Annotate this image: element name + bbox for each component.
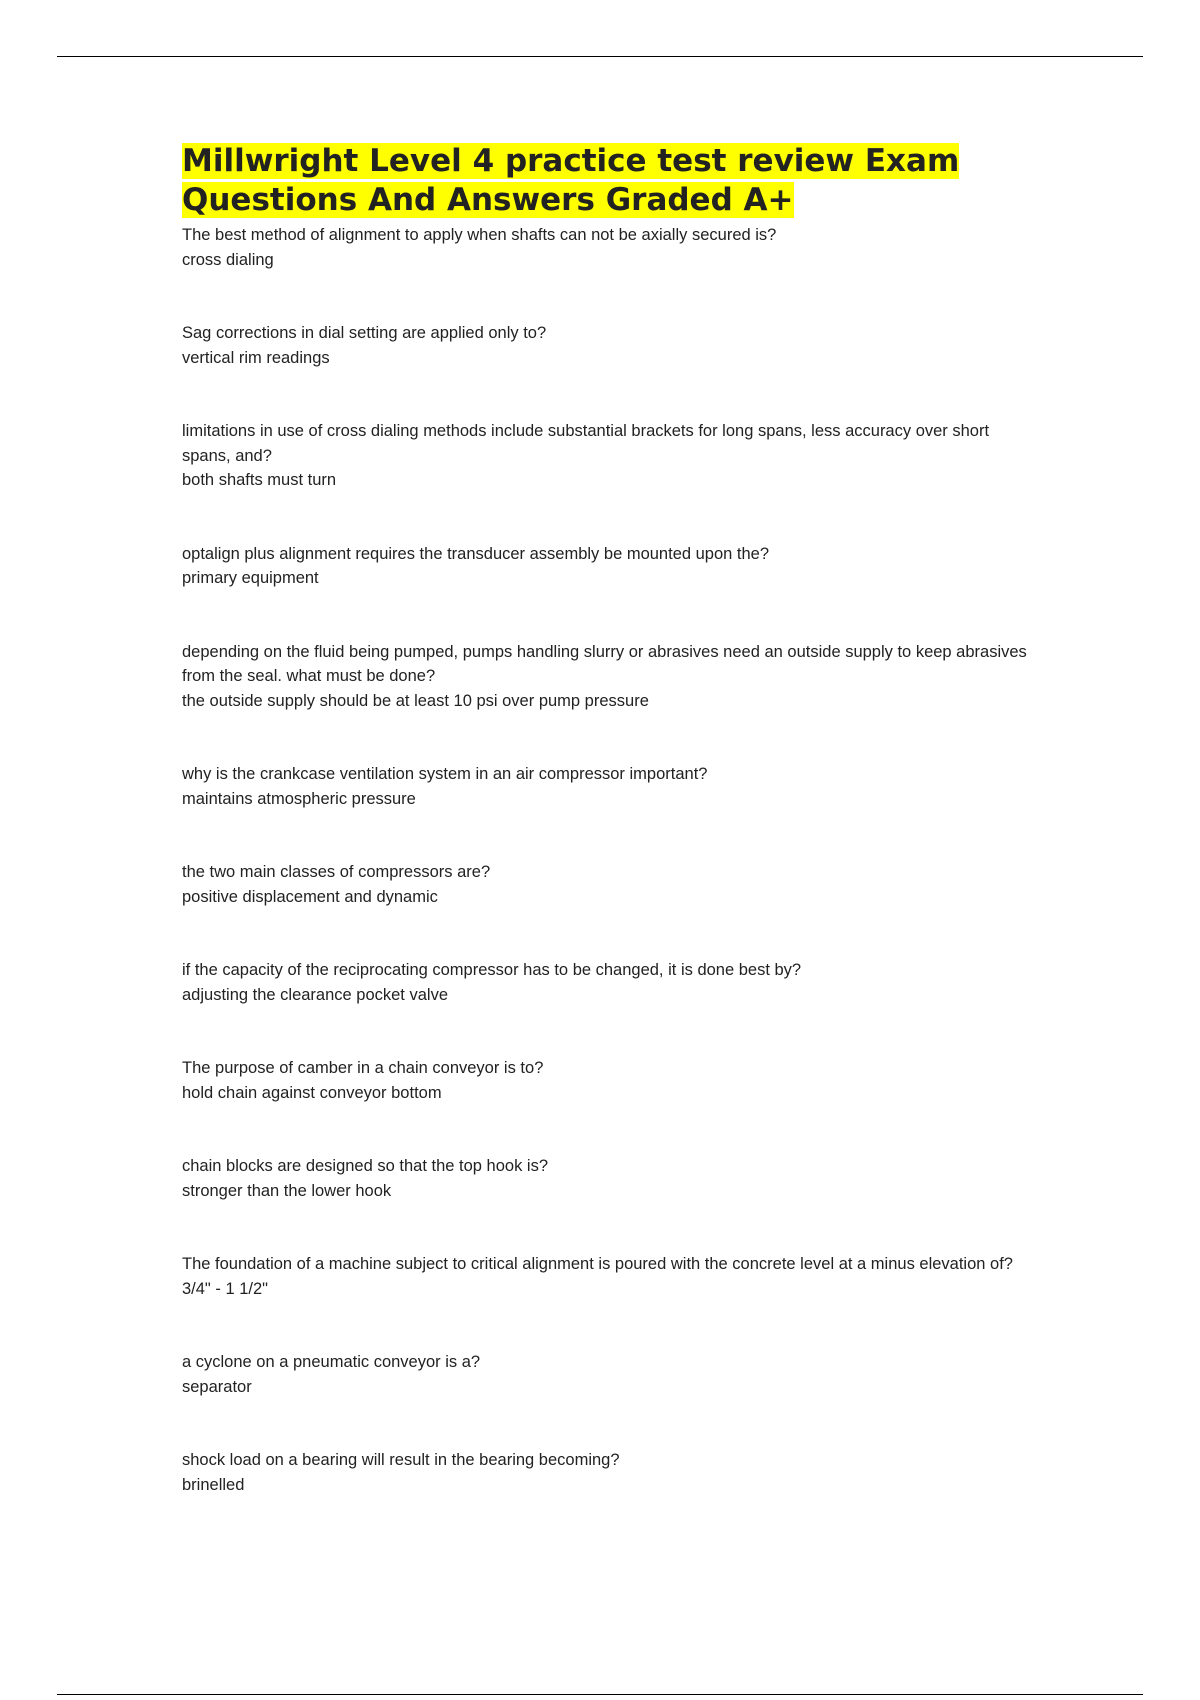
- header-rule: [57, 56, 1143, 57]
- question-text: limitations in use of cross dialing methods include substantial brackets for long spans, less accuracy over short spans, and?: [182, 422, 990, 465]
- qa-item: [182, 419, 1032, 493]
- qa-item: [182, 1448, 1032, 1497]
- question-text: The best method of alignment to apply when shafts can not be axially secured is?: [182, 226, 777, 244]
- document-title: [182, 142, 1032, 220]
- answer-text: both shafts must turn: [182, 471, 337, 489]
- question-text: if the capacity of the reciprocating compressor has to be changed, it is done best by?: [182, 961, 802, 979]
- answer-text: positive displacement and dynamic: [182, 887, 438, 906]
- qa-item: [182, 640, 1032, 714]
- qa-item: [182, 223, 1032, 272]
- qa-item: [182, 1154, 1032, 1203]
- qa-item: [182, 321, 1032, 370]
- qa-item: [182, 542, 1032, 591]
- question-text: why is the crankcase ventilation system in an air compressor important?: [182, 765, 708, 783]
- answer-text: hold chain against conveyor bottom: [182, 1083, 442, 1102]
- qa-item: [182, 1252, 1032, 1301]
- qa-item: [182, 860, 1032, 909]
- answer-text: 3/4" - 1 1/2": [182, 1279, 269, 1298]
- question-text: a cyclone on a pneumatic conveyor is a?: [182, 1353, 481, 1371]
- answer-text: the outside supply should be at least 10 psi over pump pressure: [182, 691, 649, 710]
- question-text: The foundation of a machine subject to critical alignment is poured with the concrete level at a minus elevation of?: [182, 1255, 1013, 1273]
- question-text: The purpose of camber in a chain conveyor is to?: [182, 1059, 544, 1077]
- answer-text: maintains atmospheric pressure: [182, 789, 416, 808]
- footer-rule: [57, 1694, 1143, 1695]
- question-text: depending on the fluid being pumped, pumps handling slurry or abrasives need an outside supply to keep abrasives from the seal. what must be done?: [182, 642, 1027, 685]
- answer-text: cross dialing: [182, 250, 274, 269]
- qa-item: [182, 1056, 1032, 1105]
- answer-text: primary equipment: [182, 569, 319, 587]
- qa-item: [182, 958, 1032, 1007]
- answer-text: stronger than the lower hook: [182, 1181, 392, 1200]
- question-text: shock load on a bearing will result in the bearing becoming?: [182, 1451, 620, 1469]
- qa-item: [182, 1350, 1032, 1399]
- answer-text: vertical rim readings: [182, 348, 330, 367]
- answer-text: adjusting the clearance pocket valve: [182, 985, 448, 1004]
- answer-text: separator: [182, 1377, 252, 1396]
- question-text: optalign plus alignment requires the transducer assembly be mounted upon the?: [182, 544, 770, 563]
- question-text: the two main classes of compressors are?: [182, 863, 491, 881]
- question-text: Sag corrections in dial setting are applied only to?: [182, 324, 547, 342]
- answer-text: brinelled: [182, 1475, 245, 1494]
- title-highlight: Millwright Level 4 practice test review Exam Questions And Answers Graded A+: [182, 143, 960, 218]
- qa-item: [182, 762, 1032, 811]
- qa-list: [182, 223, 1032, 1497]
- document-body: [182, 142, 1032, 1546]
- question-text: chain blocks are designed so that the top hook is?: [182, 1157, 548, 1175]
